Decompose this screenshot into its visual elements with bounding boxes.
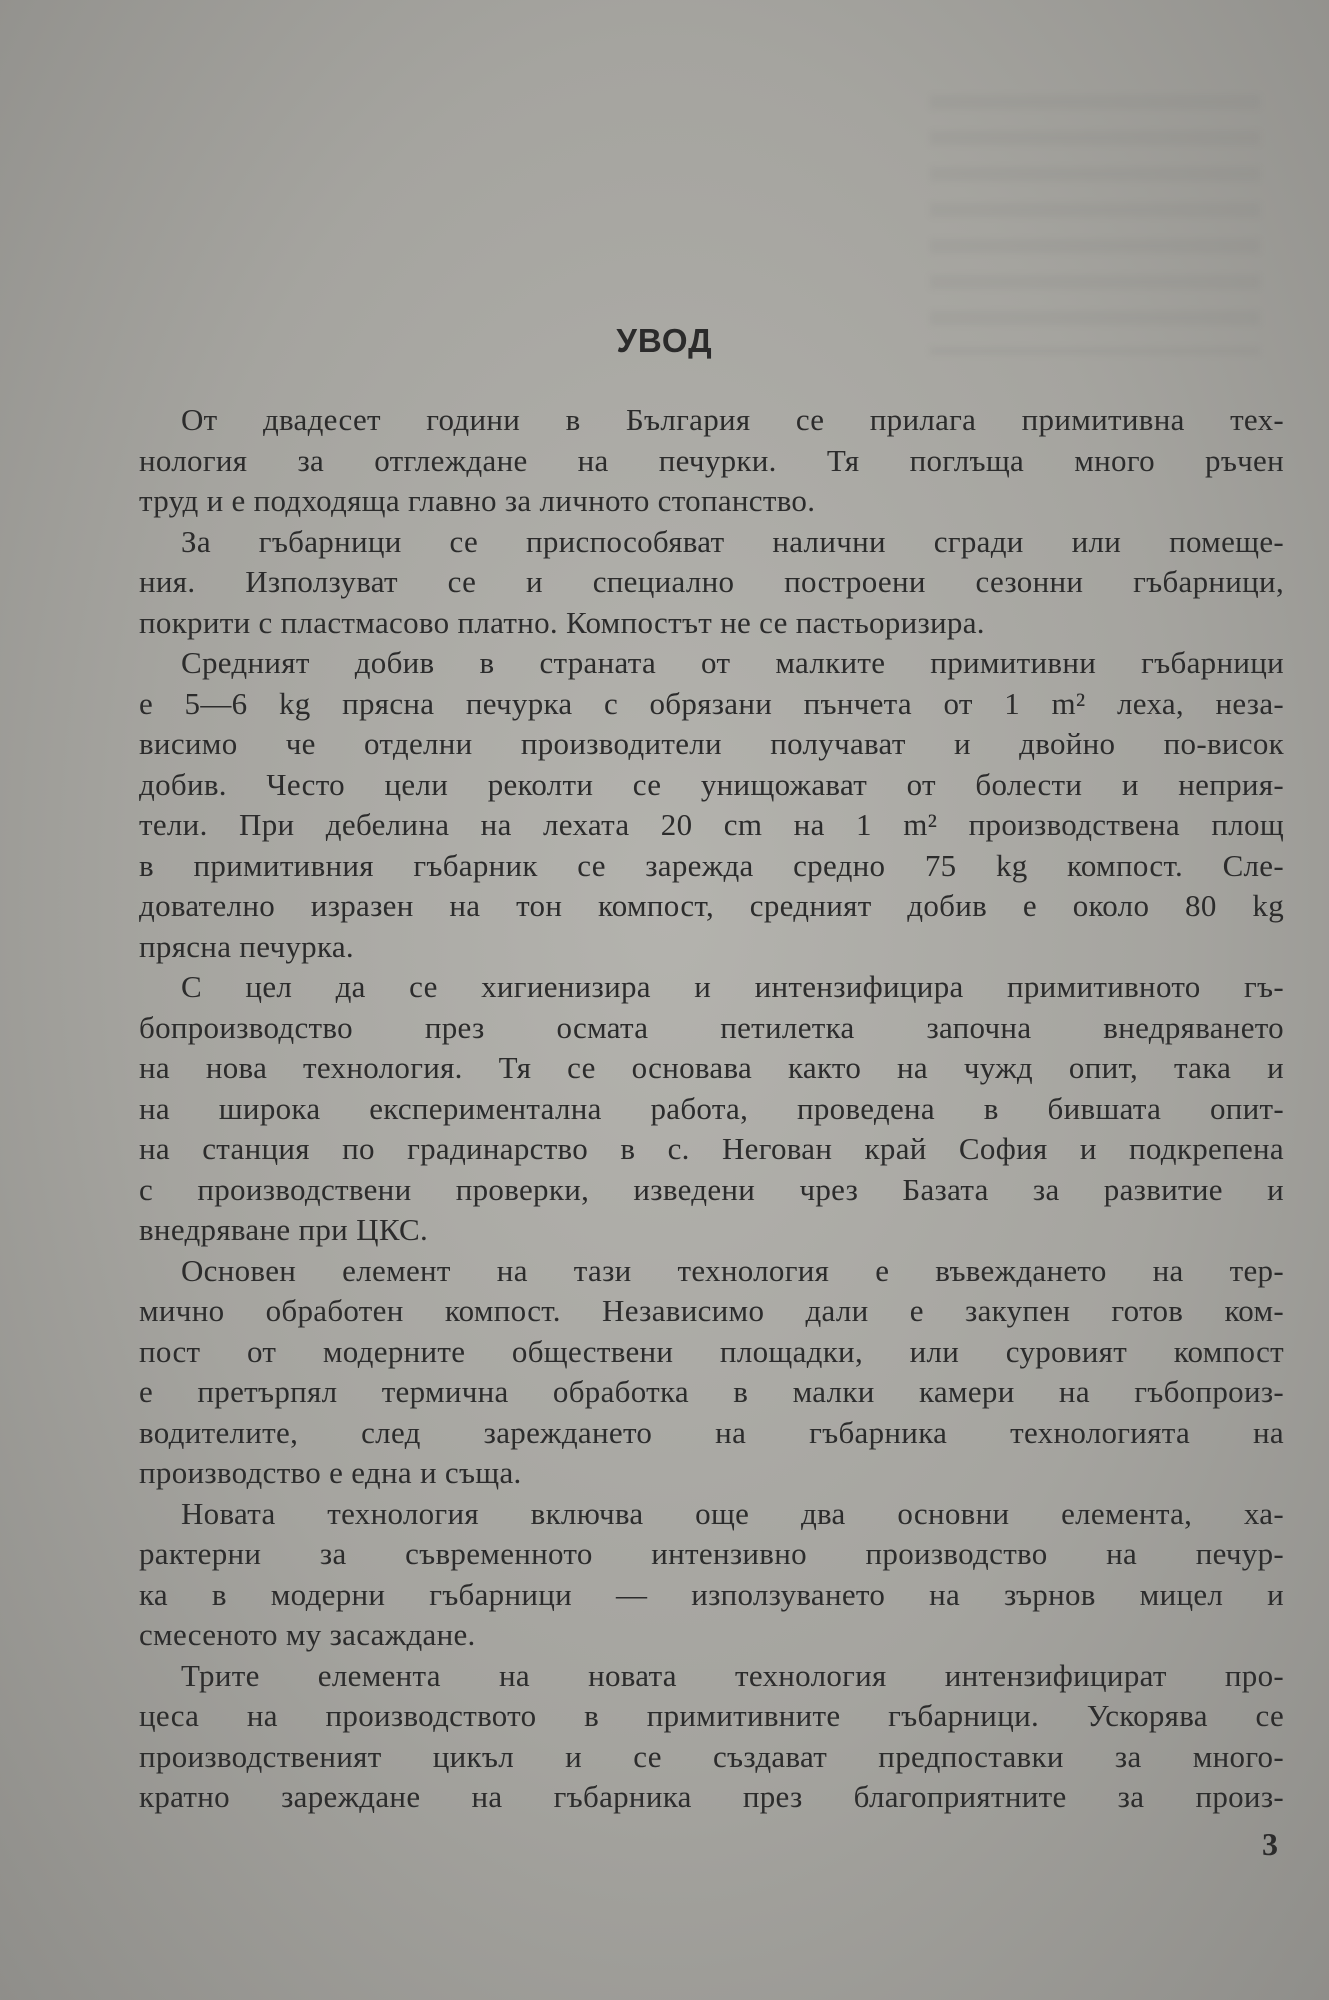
body-text <box>139 400 1284 1818</box>
text-line: Средният добив в страната от малките примитивни гъбарници <box>181 645 1284 680</box>
text-line: на нова технология. Тя се основава както на чужд опит, така и <box>139 1050 1284 1085</box>
text-line: мично обработен компост. Независимо дали е закупен готов ком- <box>139 1293 1284 1328</box>
text-line: тели. При дебелина на лехата 20 cm на 1 m² производствена площ <box>139 807 1284 842</box>
text-line: цеса на производството в примитивните гъбарници. Ускорява се <box>139 1698 1284 1733</box>
text-line: прясна печурка. <box>139 928 354 964</box>
text-line: покрити с пластмасово платно. Компостът не се пастьоризира. <box>139 604 985 640</box>
text-line: дователно изразен на тон компост, средният добив е около 80 kg <box>139 888 1284 923</box>
text-line: в примитивния гъбарник се зарежда средно 75 kg компост. Сле- <box>139 847 1284 883</box>
text-line: рактерни за съвременното интензивно производство на печур- <box>139 1536 1284 1571</box>
text-line: ния. Използуват се и специално построени сезонни гъбарници, <box>139 564 1284 599</box>
text-line: С цел да се хигиенизира и интензифицира примитивното гъ- <box>181 969 1284 1004</box>
text-line: Новата технология включва още два основни елемента, ха- <box>181 1495 1284 1531</box>
text-line: смесеното му засаждане. <box>139 1617 476 1652</box>
text-line: е 5—6 kg прясна печурка с обрязани пънчета от 1 m² леха, неза- <box>139 685 1284 721</box>
text-line: на широка експериментална работа, проведена в бившата опит- <box>139 1090 1284 1126</box>
page-number: 3 <box>1262 1826 1278 1862</box>
text-line: е претърпял термична обработка в малки камери на гъбопроиз- <box>139 1374 1284 1409</box>
text-line: От двадесет години в България се прилага примитивна тех- <box>181 402 1284 437</box>
chapter-title: УВОД <box>616 322 713 359</box>
text-line: За гъбарници се приспособяват налични сгради или помеще- <box>181 523 1284 559</box>
text-line: кратно зареждане на гъбарника през благоприятните за произ- <box>139 1779 1284 1814</box>
text-line: нология за отглеждане на печурки. Тя поглъща много ръчен <box>139 442 1284 478</box>
text-line: ка в модерни гъбарници — използуването на зърнов мицел и <box>139 1576 1284 1612</box>
text-line: бопроизводство през осмата петилетка започна внедряването <box>139 1009 1284 1045</box>
text-line: производственият цикъл и се създават предпоставки за много- <box>139 1738 1284 1774</box>
text-line: труд и е подходяща главно за личното стопанство. <box>139 483 816 518</box>
text-line: производство е една и съща. <box>139 1455 522 1490</box>
text-line: добив. Често цели реколти се унищожават от болести и неприя- <box>139 766 1284 802</box>
text-line: внедряване при ЦКС. <box>139 1212 429 1247</box>
text-line: водителите, след зареждането на гъбарника технологията на <box>139 1414 1284 1450</box>
show-through-text <box>930 95 1260 355</box>
text-line: на станция по градинарство в с. Негован край София и подкрепена <box>139 1131 1284 1166</box>
text-line: Трите елемента на новата технология интензифицират про- <box>181 1657 1284 1693</box>
text-line: с производствени проверки, изведени чрез Базата за развитие и <box>139 1171 1284 1207</box>
text-line: пост от модерните обществени площадки, или суровият компост <box>139 1333 1284 1369</box>
text-line: висимо че отделни производители получават и двойно по-висок <box>139 726 1284 761</box>
text-line: Основен елемент на тази технология е въвеждането на тер- <box>181 1252 1284 1288</box>
